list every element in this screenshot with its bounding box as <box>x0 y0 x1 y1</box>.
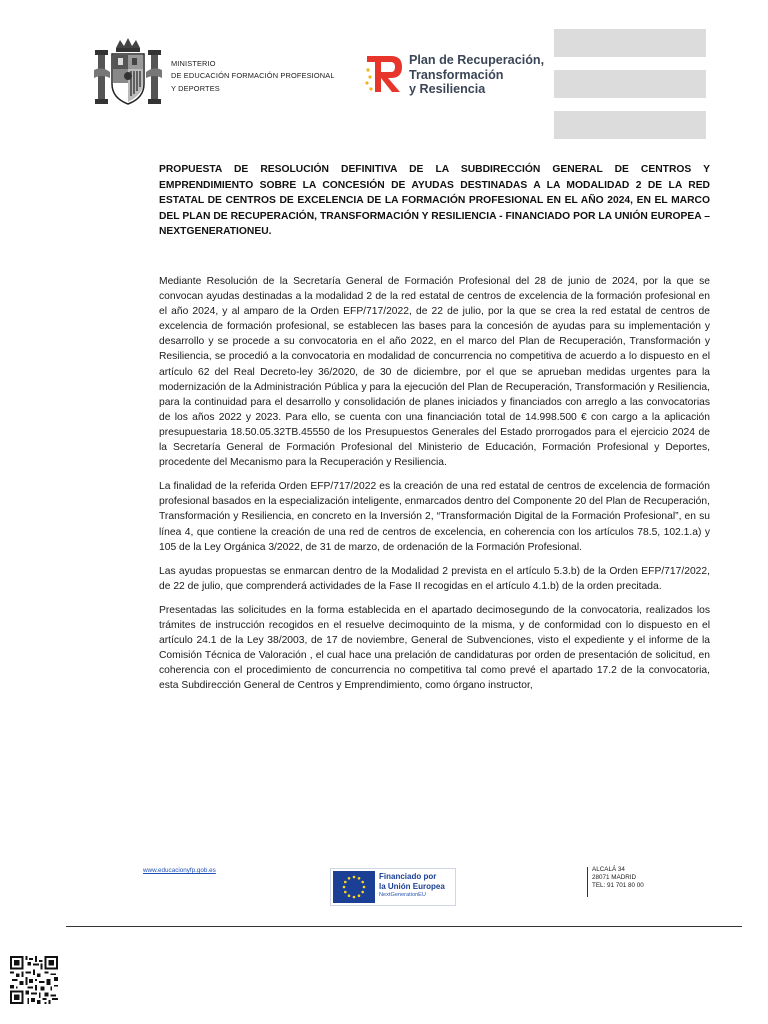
eu-funding-text <box>379 872 445 901</box>
prtr-logo-icon <box>364 52 406 96</box>
address-line: 28071 MADRID <box>592 874 637 882</box>
registry-stamp-block <box>554 70 706 98</box>
document-title: PROPUESTA DE RESOLUCIÓN DEFINITIVA DE LA SUBDIRECCIÓN GENERAL DE CENTROS Y EMPRENDIMIENTO SOBRE LA CONCESIÓN DE AYUDAS DESTINADAS A LA MODALIDAD 2 DE LA RED ESTATAL DE CENTROS DE EXCELENCIA DE LA FORMACIÓN PROFESIONAL EN EL AÑO 2024, EN EL MARCO DEL PLAN DE RECUPERACIÓN, TRANSFORMACIÓN Y RESILIENCIA - FINANCIADO POR LA UNIÓN EUROPEA – NEXTGENERATIONEU. <box>159 164 710 237</box>
body-paragraph: Presentadas las solicitudes en la forma establecida en el apartado decimosegundo de la convocatoria, realizados los trámites de instrucción recogidos en el resuelve decimoquinto de la misma, y de conformidad con lo dispuesto en el artículo 24.1 de la Ley 38/2003, de 17 de noviembre, General de Subvenciones, visto el expediente y el informe de la Comisión Técnica de Valoración , el cual hace una prelación de candidaturas por orden de presentación de solicitud, en coherencia con el procedimiento de concurrencia no competitiva tal como prevé el apartado 17.2 de la convocatoria, esta Subdirección General de Centros y Emprendimiento, como órgano instructor, <box>159 604 710 692</box>
eu-line: Financiado por <box>379 872 437 881</box>
footer-rule <box>66 926 742 927</box>
ministry-name <box>171 58 335 95</box>
body-paragraph: Mediante Resolución de la Secretaría General de Formación Profesional del 28 de junio de 2024, por la que se convocan ayudas destinadas a la modalidad 2 de la red estatal de centros de excelencia de la formación profesional en el año 2024, y al amparo de la Orden EFP/717/2022, de 22 de julio, por la que se crea la red estatal de centros de excelencia de formación profesional, se establecen las bases para la concesión de ayudas para su implementación y desarrollo y se procede a su convocatoria en el año 2022, en el marco del Plan de Recuperación, Transformación y Resiliencia, se procedió a la convocatoria en modalidad de concurrencia no competitiva de acuerdo a lo dispuesto en el artículo 62 del Real Decreto-ley 36/2020, de 30 de diciembre, por el que se aprueban medidas urgentes para la modernización de la Administración Pública y para la ejecución del Plan de Recuperación, Transformación y Resiliencia, para la continuidad para el desarrollo y consolidación de planes iniciados y financiados con arreglo a las convocatorias de los años 2022 y 2023. Para ello, se cuenta con una financiación total de 14.998.500 € con cargo a la aplicación presupuestaria 18.50.05.32TB.45550 de los Presupuestos Generales del Estado prorrogados para el ejercicio 2024 de la Secretaría General de Formación Profesional del Ministerio de Educación, Formación Profesional y Deportes, procedente del Mecanismo para la Recuperación y Resiliencia. <box>159 276 710 469</box>
address-divider <box>587 867 588 897</box>
address-line: TEL: 91 701 80 00 <box>592 882 644 890</box>
document-body <box>159 274 710 702</box>
eu-funding-badge <box>330 868 456 906</box>
body-paragraph: La finalidad de la referida Orden EFP/717/2022 es la creación de una red estatal de centros de excelencia de formación profesional basados en la especialización inteligente, enmarcados dentro del Componente 20 del Plan de Recuperación, Transformación y Resiliencia, en concreto en la Inversión 2, “Transformación Digital de la Formación Profesional”, en su línea 4, que contiene la creación de una red de centros de excelencia, en coherencia con los artículos 78.5, 102.1.a) y 105 de la Ley Orgánica 3/2022, de 31 de marzo, de ordenación de la Formación Profesional. <box>159 481 710 553</box>
plan-recovery-logo-text <box>409 53 544 97</box>
ministry-line: DE EDUCACIÓN FORMACIÓN PROFESIONAL <box>171 71 335 81</box>
website-link[interactable]: www.educacionyfp.gob.es <box>143 867 216 874</box>
body-paragraph: Las ayudas propuestas se enmarcan dentro de la Modalidad 2 prevista en el artículo 5.3.b) de la Orden EFP/717/2022, de 22 de julio, que comprenderá actividades de la Fase II recogidas en el artículo 4.1.b) de la orden precitada. <box>159 565 710 592</box>
ministry-line: MINISTERIO <box>171 59 216 68</box>
eu-line: la Unión Europea <box>379 881 445 891</box>
address-line: ALCALÁ 34 <box>592 866 625 873</box>
plan-line: Transformación <box>409 67 504 82</box>
registry-stamp-block <box>554 29 706 57</box>
ministry-line: Y DEPORTES <box>171 83 220 93</box>
plan-line: Plan de Recuperación, <box>409 53 545 67</box>
plan-line: y Resiliencia <box>409 82 486 97</box>
qr-code-icon <box>10 956 58 1004</box>
postal-address <box>592 866 644 891</box>
coat-of-arms-icon <box>92 36 164 112</box>
eu-flag-icon <box>333 871 375 903</box>
registry-stamp-block <box>554 111 706 139</box>
eu-line: NextGenerationEU <box>379 892 426 899</box>
